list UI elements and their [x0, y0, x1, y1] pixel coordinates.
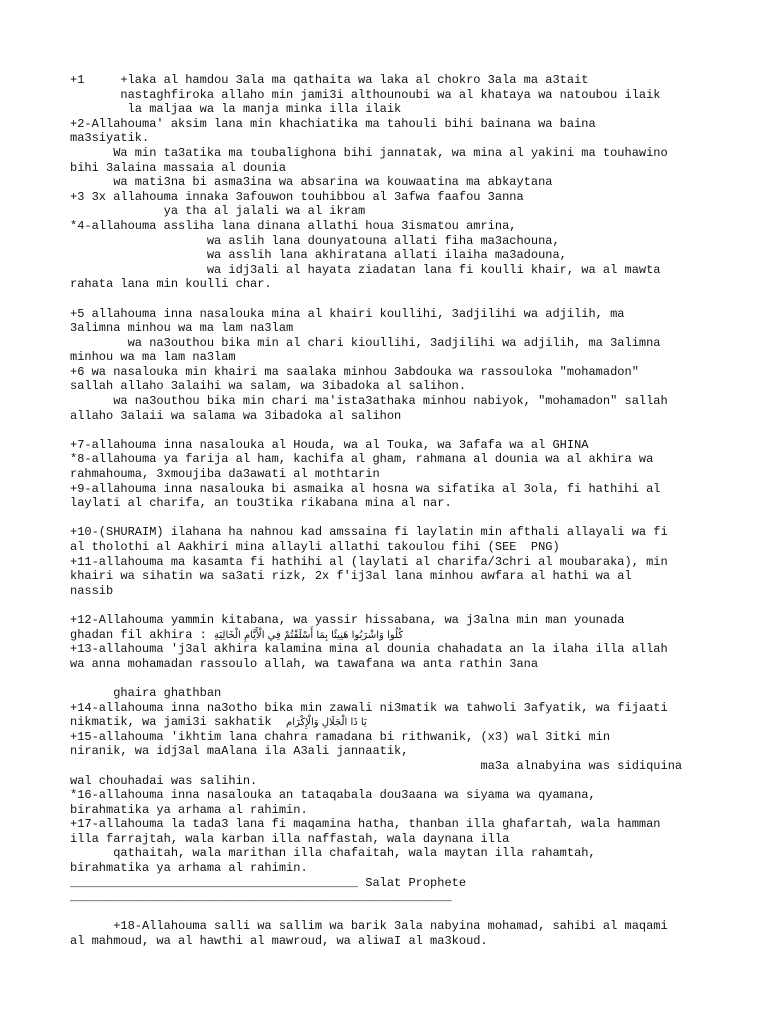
text-line: Wa min ta3atika ma toubalighona bihi jannatak, wa mina al yakini ma touhawino	[70, 145, 668, 160]
blank-line	[70, 423, 710, 438]
text-line: ghaira ghathban	[70, 685, 222, 700]
text-line: bihi 3alaina massaia al dounia	[70, 160, 287, 175]
document-body	[70, 73, 710, 949]
text-line: *8-allahouma ya farija al ham, kachifa al gham, rahmana al dounia wa al akhira wa	[70, 452, 654, 467]
text-line: laylati al charifa, an tou3tika rikabana mina al nar.	[70, 496, 452, 511]
text-line: niranik, wa idj3al maAlana ila A3ali jannaatik,	[70, 744, 409, 759]
text-line: khairi wa sihatin wa sa3ati rizk, 2x f'ij3al lana minhou awfara al hathi wa al	[70, 569, 632, 584]
text-line: wa asslih lana akhiratana allati ilaiha ma3adouna,	[70, 248, 567, 263]
text-line: +3 3x allahouma innaka 3afouwon touhibbou al 3afwa faafou 3anna	[70, 189, 524, 204]
text-line: 3alimna minhou wa ma lam na3lam	[70, 321, 294, 336]
text-line: +14-allahouma inna na3otho bika min zawali ni3matik wa tahwoli 3afyatik, wa fijaati	[70, 700, 668, 715]
text-line: +6 wa nasalouka min khairi ma saalaka minhou 3abdouka wa rassouloka "mohamadon"	[70, 364, 639, 379]
text-line: allaho 3alaii wa salama wa 3ibadoka al salihon	[70, 408, 402, 423]
text-line: +12-Allahouma yammin kitabana, wa yassir hissabana, wa j3alna min man younada	[70, 612, 625, 627]
text-line: ya tha al jalali wa al ikram	[70, 204, 366, 219]
text-line: nastaghfiroka allaho min jami3i althounoubi wa al khataya wa natoubou ilaik	[70, 87, 661, 102]
blank-line	[70, 598, 710, 613]
text-line: +11-allahouma ma kasamta fi hathihi al (laylati al charifa/3chri al moubaraka), min	[70, 554, 668, 569]
text-line: +10-(SHURAIM) ilahana ha nahnou kad amssaina fi laylatin min afthali allayali wa fi	[70, 525, 668, 540]
text-line: ________________________________________ Salat Prophete	[70, 875, 467, 890]
text-line: la maljaa wa la manja minka illa ilaik	[70, 102, 402, 117]
text-line: illa farrajtah, wala karban illa naffastah, wala daynana illa	[70, 831, 510, 846]
arabic-phrase: يَا ذَا الْجَلَالِ وَالْإِكْرَام	[286, 717, 367, 729]
text-line: minhou wa ma lam na3lam	[70, 350, 236, 365]
text-line: ma3siyatik.	[70, 131, 150, 146]
text-line: +2-Allahouma' aksim lana min khachiatika ma tahouli bihi bainana wa baina	[70, 116, 596, 131]
blank-line	[70, 905, 710, 920]
arabic-phrase: كُلُوا وَاشْرَبُوا هَنِيئًا بِمَا أَسْلَفْتُمْ فِي الْأَيَّامِ الْخَالِيَةِ	[214, 629, 404, 641]
text-line: birahmatika ya arhama al rahimin.	[70, 861, 308, 876]
text-line: nassib	[70, 583, 114, 598]
text-line: nikmatik, wa jami3i sakhatik يَا ذَا الْجَلَالِ وَالْإِكْرَام	[70, 715, 367, 730]
text-line: wal chouhadai was salihin.	[70, 773, 258, 788]
text-line: birahmatika ya arhama al rahimin.	[70, 802, 308, 817]
text-line: sallah allaho 3alaihi wa salam, wa 3ibadoka al salihon.	[70, 379, 467, 394]
text-line: qathaitah, wala marithan illa chafaitah, wala maytan illa rahamtah,	[70, 846, 596, 861]
text-line: wa aslih lana dounyatouna allati fiha ma3achouna,	[70, 233, 560, 248]
text-line: +15-allahouma 'ikhtim lana chahra ramadana bi rithwanik, (x3) wal 3itki min	[70, 729, 611, 744]
text-line: wa na3outhou bika min chari ma'ista3athaka minhou nabiyok, "mohamadon" sallah	[70, 394, 668, 409]
text-line: +17-allahouma la tada3 lana fi maqamina hatha, thanban illa ghafartah, wala hamman	[70, 817, 661, 832]
text-line: *16-allahouma inna nasalouka an tataqabala dou3aana wa siyama wa qyamana,	[70, 788, 596, 803]
text-line: +18-Allahouma salli wa sallim wa barik 3ala nabyina mohamad, sahibi al maqami	[70, 919, 668, 934]
text-line: ghadan fil akhira : كُلُوا وَاشْرَبُوا هَنِيئًا بِمَا أَسْلَفْتُمْ فِي الْأَيَّامِ الْخَالِيَةِ	[70, 627, 404, 642]
text-line: +9-allahouma inna nasalouka bi asmaika al hosna wa sifatika al 3ola, fi hathihi al	[70, 481, 661, 496]
blank-line	[70, 511, 710, 526]
blank-line	[70, 292, 710, 307]
text-line: +13-allahouma 'j3al akhira kalamina mina al dounia chahadata an la ilaha illa allah	[70, 642, 668, 657]
blank-line	[70, 671, 710, 686]
text-line: +1 +laka al hamdou 3ala ma qathaita wa laka al chokro 3ala ma a3tait	[70, 73, 589, 87]
text-line: wa idj3ali al hayata ziadatan lana fi koulli khair, wa al mawta	[70, 262, 661, 277]
text-line: +7-allahouma inna nasalouka al Houda, wa al Touka, wa 3afafa wa al GHINA	[70, 437, 589, 452]
text-line: rahmahouma, 3xmoujiba da3awati al mothtarin	[70, 467, 380, 482]
text-line: _____________________________________________________	[70, 890, 452, 905]
text-line: wa mati3na bi asma3ina wa absarina wa kouwaatina ma abkaytana	[70, 175, 553, 190]
text-line: rahata lana min koulli char.	[70, 277, 272, 292]
text-line: *4-allahouma assliha lana dinana allathi houa 3ismatou amrina,	[70, 218, 517, 233]
text-line: al tholothi al Aakhiri mina allayli allathi takoulou fihi (SEE PNG)	[70, 540, 560, 554]
text-line: ma3a alnabyina was sidiquina	[70, 758, 683, 773]
text-line: wa anna mohamadan rassoulo allah, wa tawafana wa anta rathin 3ana	[70, 656, 539, 671]
text-line: wa na3outhou bika min al chari kioullihi, 3adjilihi wa adjilih, ma 3alimna	[70, 335, 661, 350]
text-line: +5 allahouma inna nasalouka mina al khairi koullihi, 3adjilihi wa adjilih, ma	[70, 306, 625, 321]
text-line: al mahmoud, wa al hawthi al mawroud, wa aliwaI al ma3koud.	[70, 934, 488, 949]
